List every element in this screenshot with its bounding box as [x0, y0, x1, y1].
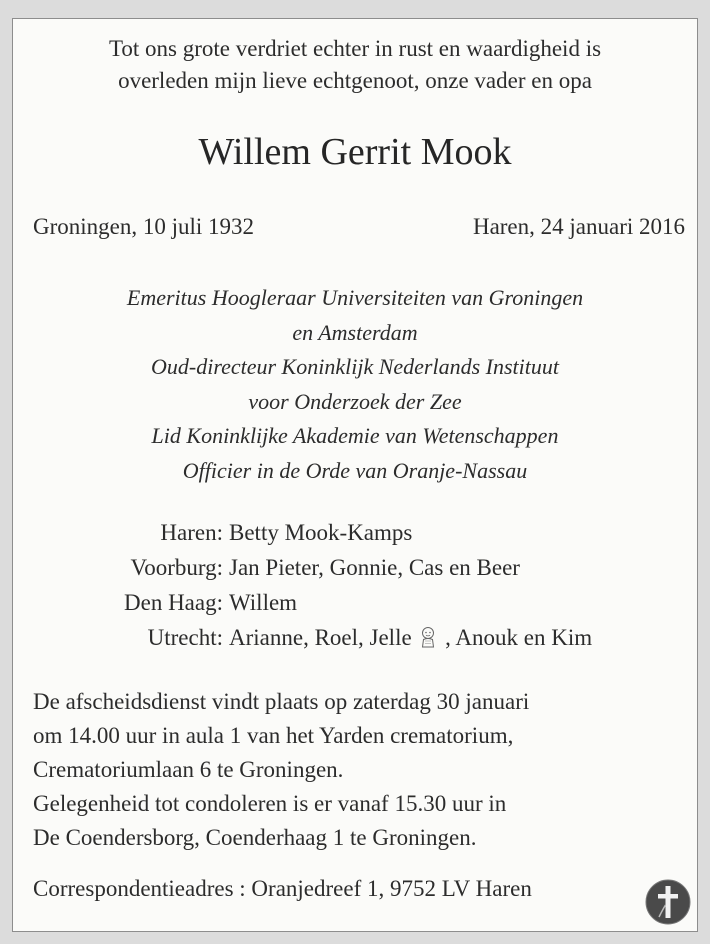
intro-line: Tot ons grote verdriet echter in rust en waardigheid is	[108, 36, 602, 61]
family-place: Utrecht:	[147, 625, 223, 650]
obituary-card	[12, 18, 698, 932]
title-line: Officier in de Orde van Oranje-Nassau	[182, 457, 528, 483]
death-place-date: Haren, 24 januari 2016	[472, 214, 685, 239]
family-row	[13, 620, 697, 655]
service-line: Gelegenheid tot condoleren is er vanaf 15.30 uur in	[33, 791, 507, 816]
title-line: Lid Koninklijke Akademie van Wetenschappen	[151, 423, 559, 448]
family-names	[229, 620, 592, 655]
titles-block	[13, 281, 697, 488]
service-line: om 14.00 uur in aula 1 van het Yarden crematorium,	[33, 723, 514, 748]
intro-text	[13, 33, 697, 97]
deceased-name: Willem Gerrit Mook	[198, 131, 512, 173]
family-row	[13, 585, 697, 620]
correspondence-address: Correspondentieadres : Oranjedreef 1, 9752 LV Haren	[33, 876, 532, 901]
service-line: Crematoriumlaan 6 te Groningen.	[33, 757, 344, 782]
family-place: Voorburg:	[130, 555, 223, 580]
service-info	[33, 685, 687, 855]
service-line: De afscheidsdienst vindt plaats op zaterdag 30 januari	[33, 689, 530, 714]
family-list	[13, 515, 697, 655]
baby-icon	[419, 626, 437, 648]
intro-line: overleden mijn lieve echtgenoot, onze vader en opa	[118, 68, 592, 93]
title-line: voor Onderzoek der Zee	[248, 388, 462, 414]
service-line: De Coendersborg, Coenderhaag 1 te Groningen.	[33, 825, 477, 850]
family-place: Den Haag:	[124, 590, 223, 615]
family-names-part: , Anouk en Kim	[445, 625, 593, 650]
family-names: Betty Mook-Kamps	[229, 520, 413, 545]
family-names: Willem	[229, 590, 298, 615]
family-row	[13, 550, 697, 585]
family-names: Jan Pieter, Gonnie, Cas en Beer	[229, 555, 520, 580]
title-line: Emeritus Hoogleraar Universiteiten van Groningen	[126, 285, 584, 310]
title-line: Oud-directeur Koninklijk Nederlands Instituut	[151, 354, 559, 379]
cross-logo-icon	[645, 879, 691, 925]
family-place: Haren:	[160, 520, 223, 545]
family-names-part: Arianne, Roel, Jelle	[229, 625, 412, 650]
family-row	[13, 515, 697, 550]
birth-place-date: Groningen, 10 juli 1932	[33, 214, 255, 239]
title-line: en Amsterdam	[292, 319, 418, 345]
